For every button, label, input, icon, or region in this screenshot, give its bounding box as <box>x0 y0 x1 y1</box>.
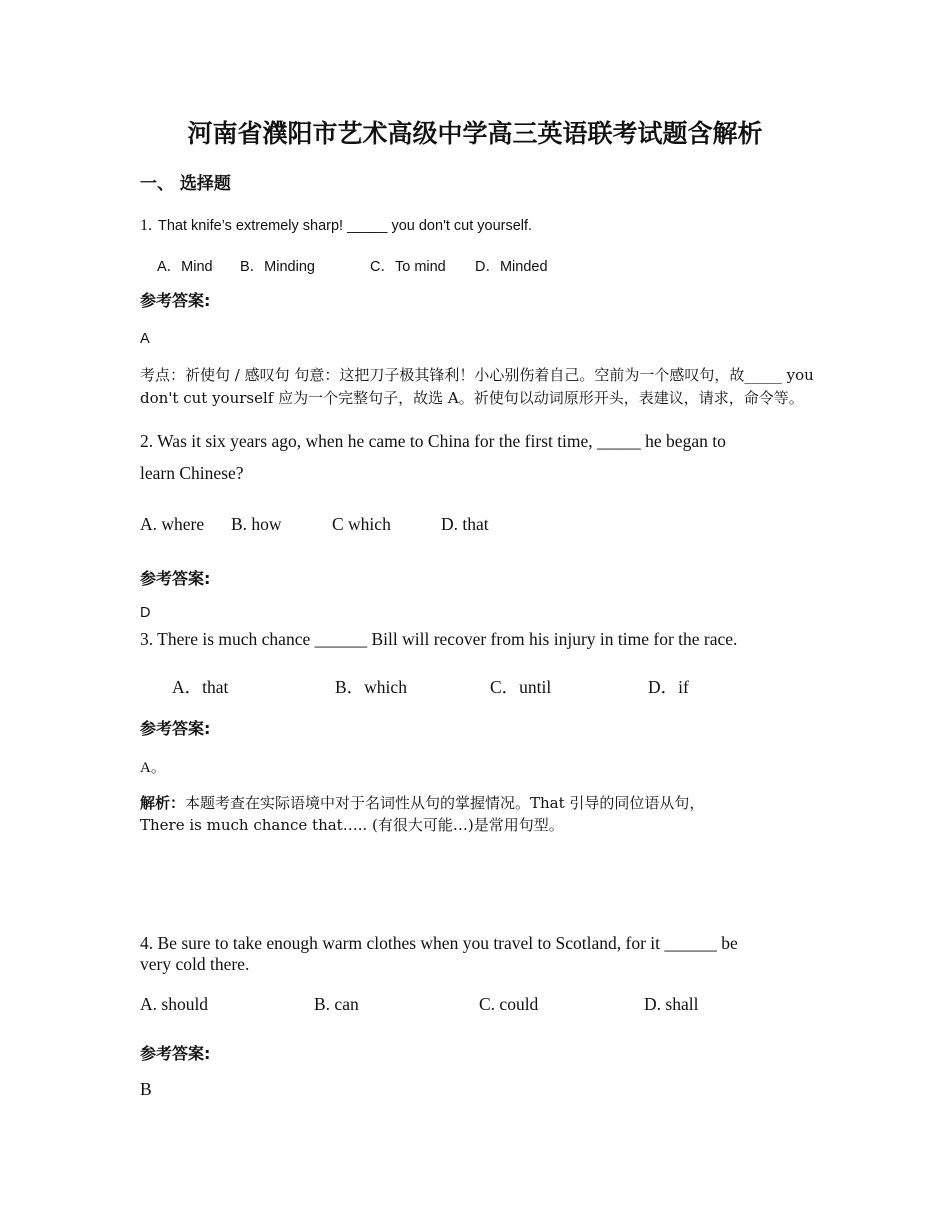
question-4-option-a: A. should <box>140 994 209 1014</box>
question-4-stem-line1: 4. Be sure to take enough warm clothes when you travel to Scotland, for it ______ be <box>140 933 738 953</box>
question-2-option-c: C which <box>332 514 391 534</box>
answer-2: D <box>140 605 151 621</box>
question-2-option-b: B. how <box>231 514 282 534</box>
explanation-3 <box>140 792 704 814</box>
question-4-option-b: B. can <box>314 994 359 1014</box>
document-title: 河南省濮阳市艺术高级中学高三英语联考试题含解析 <box>187 119 763 148</box>
explanation-3-label: 解析： <box>140 794 186 812</box>
section-heading: 一、 选择题 <box>140 174 231 194</box>
question-4-option-c: C. could <box>479 994 539 1014</box>
answer-3: A。 <box>140 760 166 776</box>
answer-heading-2: 参考答案: <box>140 569 211 588</box>
question-1 <box>140 217 532 235</box>
answer-heading-3: 参考答案: <box>140 719 211 738</box>
question-1-number: 1. <box>140 217 152 234</box>
question-3-stem: 3. There is much chance ______ Bill will recover from his injury in time for the race. <box>140 629 738 649</box>
question-1-option-d: D．Minded <box>475 259 548 275</box>
question-3-option-a: A．that <box>172 677 229 697</box>
question-2-stem-line1: 2. Was it six years ago, when he came to China for the first time, _____ he began to <box>140 431 726 451</box>
question-3-option-b: B．which <box>335 677 407 697</box>
question-2-option-a: A. where <box>140 514 205 534</box>
question-4-option-d: D. shall <box>644 994 699 1014</box>
question-4-stem-line2: very cold there. <box>140 954 250 974</box>
explanation-3-line1: 本题考查在实际语境中对于名词性从句的掌握情况。That 引导的同位语从句， <box>185 794 705 812</box>
question-2-option-d: D. that <box>441 514 489 534</box>
question-1-option-a: A．Mind <box>157 259 213 275</box>
explanation-3-line2: There is much chance that….. (有很大可能…)是常用句型。 <box>140 816 564 834</box>
answer-1: A <box>140 331 150 347</box>
question-1-option-b: B．Minding <box>240 259 315 275</box>
question-2-stem-line2: learn Chinese? <box>140 463 244 483</box>
question-3-option-c: C．until <box>490 677 552 697</box>
answer-heading-4: 参考答案: <box>140 1044 211 1063</box>
answer-heading-1: 参考答案: <box>140 291 211 310</box>
question-3-option-d: D．if <box>648 677 689 697</box>
question-1-stem: That knife’s extremely sharp! _____ you don't cut yourself. <box>158 218 533 234</box>
explanation-1: 考点：祈使句 / 感叹句 句意：这把刀子极其锋利！小心别伤着自己。空前为一个感叹句，故_____ you don't cut yourself 应为一个完整句子，故选 A。祈使句以动词原形开头，表建议，请求，命令等。 <box>140 366 814 407</box>
question-1-option-c: C．To mind <box>370 259 446 275</box>
answer-4: B <box>140 1079 152 1099</box>
